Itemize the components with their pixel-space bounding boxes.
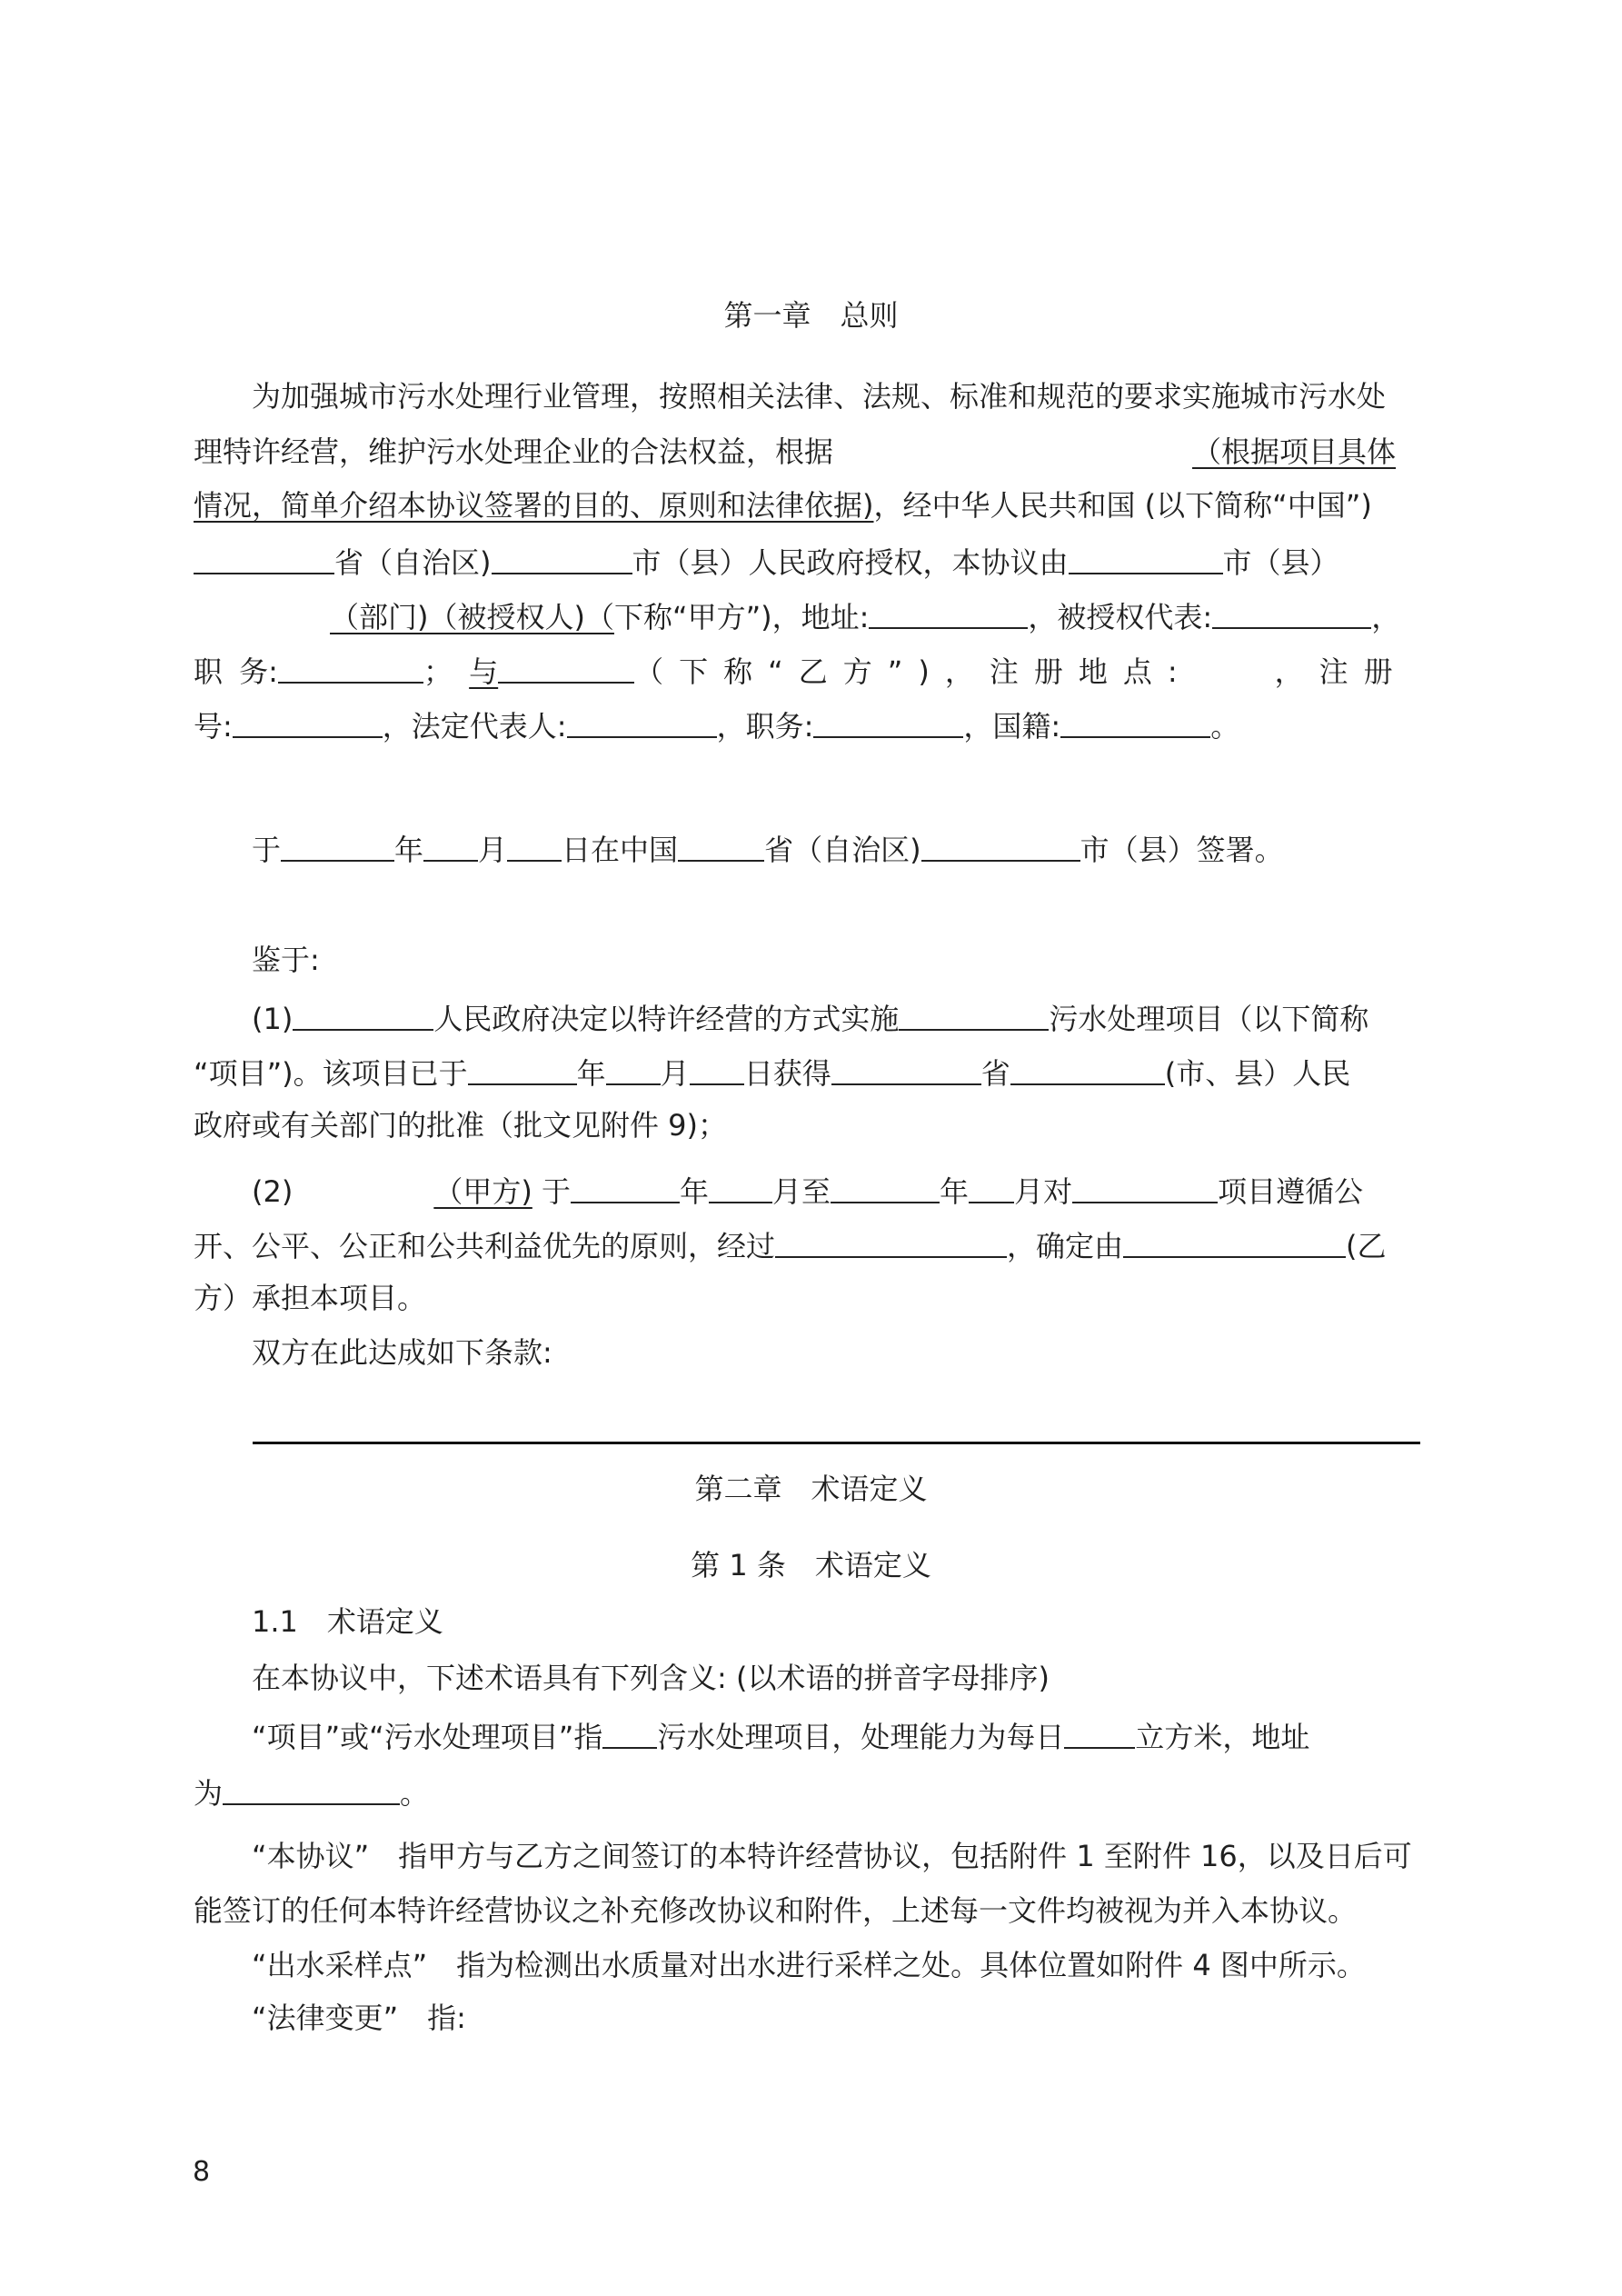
blank-field[interactable] bbox=[1212, 596, 1371, 629]
blank-city[interactable] bbox=[921, 829, 1080, 862]
blank-field[interactable] bbox=[899, 998, 1049, 1031]
section-1-1-heading: 1.1 术语定义 bbox=[252, 1604, 443, 1639]
blank-province[interactable] bbox=[678, 829, 764, 862]
preamble-line-6: 职 务: ； 与 （下称“乙方”)，注册地点: ，注册 bbox=[194, 651, 1420, 690]
signing-line: 于 年 月 日在中国 省（自治区) 市（县）签署。 bbox=[252, 829, 1478, 868]
blank-field[interactable] bbox=[1060, 705, 1210, 738]
whereas-item-2-line-3: 方）承担本项目。 bbox=[194, 1281, 427, 1315]
blank-field[interactable] bbox=[1010, 1053, 1165, 1085]
whereas-item-1-line-2: “项目”)。该项目已于 年 月 日获得 省 (市、县）人民 bbox=[194, 1053, 1420, 1092]
blank-month[interactable] bbox=[606, 1053, 661, 1085]
blank-month[interactable] bbox=[709, 1171, 772, 1203]
blank-day[interactable] bbox=[690, 1053, 744, 1085]
preamble-line-3: 情况，简单介绍本协议签署的目的、原则和法律依据)，经中华人民共和国 (以下简称“中国”) bbox=[194, 488, 1372, 523]
preamble-line-4: 省（自治区) 市（县）人民政府授权，本协议由 市（县） bbox=[194, 542, 1420, 581]
blank-field[interactable] bbox=[831, 1053, 981, 1085]
blank-year[interactable] bbox=[468, 1053, 577, 1085]
blank-month[interactable] bbox=[423, 829, 478, 862]
whereas-item-2-line-2: 开、公平、公正和公共利益优先的原则，经过 ，确定由 (乙 bbox=[194, 1225, 1420, 1264]
blank-field[interactable] bbox=[1072, 1171, 1218, 1203]
page-number: 8 bbox=[193, 2156, 211, 2188]
blank-field[interactable] bbox=[278, 651, 423, 684]
blank-field[interactable] bbox=[775, 1225, 1007, 1258]
blank-field[interactable] bbox=[498, 651, 634, 684]
chapter-2-title: 第二章 术语定义 bbox=[694, 1472, 928, 1506]
whereas-item-1-line-3: 政府或有关部门的批准（批文见附件 9)； bbox=[194, 1108, 728, 1143]
blank-field[interactable] bbox=[1069, 542, 1223, 574]
definition-project-line-2: 为 。 bbox=[194, 1772, 1420, 1812]
blank-field[interactable] bbox=[233, 705, 383, 738]
blank-field[interactable] bbox=[567, 705, 717, 738]
blank-field[interactable] bbox=[813, 705, 963, 738]
definition-agreement-line-1: “本协议” 指甲方与乙方之间签订的本特许经营协议，包括附件 1 至附件 16，以及日后可 bbox=[252, 1839, 1412, 1873]
blank-field[interactable] bbox=[869, 596, 1028, 629]
preamble-line-2: 理特许经营，维护污水处理企业的合法权益，根据 （根据项目具体 bbox=[194, 434, 1397, 469]
preamble-line-1: 为加强城市污水处理行业管理，按照相关法律、法规、标准和规范的要求实施城市污水处 bbox=[252, 379, 1387, 414]
article-1-title: 第 1 条 术语定义 bbox=[691, 1548, 931, 1582]
blank-field[interactable] bbox=[194, 542, 334, 574]
definition-sampling-point: “出水采样点” 指为检测出水质量对出水进行采样之处。具体位置如附件 4 图中所示。 bbox=[252, 1948, 1366, 1982]
blank-field[interactable] bbox=[602, 1716, 657, 1749]
definitions-intro: 在本协议中，下述术语具有下列含义: (以术语的拼音字母排序) bbox=[252, 1661, 1050, 1695]
blank-field[interactable] bbox=[1123, 1225, 1346, 1258]
whereas-item-2-line-1: (2) （甲方) 于 年 月至 年 月对 项目遵循公 bbox=[252, 1171, 1478, 1210]
blank-year[interactable] bbox=[571, 1171, 680, 1203]
blank-capacity[interactable] bbox=[1064, 1716, 1135, 1749]
blank-field[interactable] bbox=[293, 998, 433, 1031]
blank-address[interactable] bbox=[223, 1772, 400, 1805]
definition-agreement-line-2: 能签订的任何本特许经营协议之补充修改协议和附件，上述每一文件均被视为并入本协议。 bbox=[194, 1893, 1358, 1928]
blank-year[interactable] bbox=[281, 829, 394, 862]
blank-month[interactable] bbox=[969, 1171, 1014, 1203]
blank-day[interactable] bbox=[507, 829, 562, 862]
preamble-line-7: 号: ，法定代表人: ，职务: ，国籍: 。 bbox=[194, 705, 1420, 744]
chapter-1-title: 第一章 总则 bbox=[723, 298, 899, 333]
definition-project-line-1: “项目”或“污水处理项目”指 污水处理项目，处理能力为每日 立方米，地址 bbox=[252, 1716, 1478, 1755]
preamble-line-5: （部门)（被授权人)（下称“甲方”)，地址: ，被授权代表: ， bbox=[194, 596, 1420, 635]
whereas-heading: 鉴于: bbox=[252, 943, 320, 977]
section-divider bbox=[253, 1442, 1420, 1444]
definition-change-in-law: “法律变更” 指: bbox=[252, 2001, 466, 2035]
blank-field[interactable] bbox=[492, 542, 632, 574]
agreement-intro: 双方在此达成如下条款: bbox=[252, 1335, 552, 1370]
whereas-item-1-line-1: (1) 人民政府决定以特许经营的方式实施 污水处理项目（以下简称 bbox=[252, 998, 1478, 1037]
blank-year[interactable] bbox=[831, 1171, 940, 1203]
